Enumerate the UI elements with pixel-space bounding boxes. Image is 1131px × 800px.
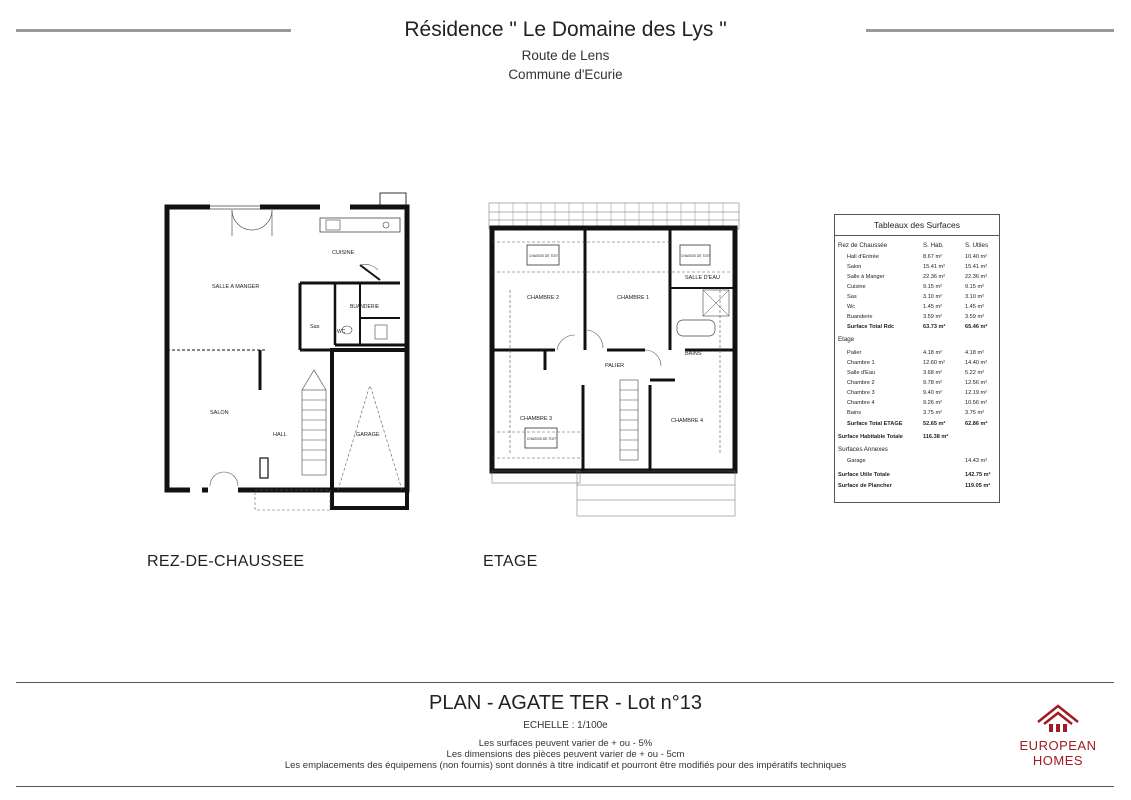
plan-title: PLAN - AGATE TER - Lot n°13 (429, 692, 702, 714)
room-wc: WC (337, 329, 346, 335)
logo-line-2: HOMES (1032, 753, 1084, 768)
etage-total-row: Surface Total ETAGE 52.65 m² 62.86 m² (847, 421, 988, 427)
table-row: Chambre 1 12.60 m² 14.40 m² (847, 360, 988, 366)
room-salon: SALON (210, 410, 229, 416)
surfaces-table-title: Tableaux des Surfaces (835, 215, 999, 236)
ground-floor-label: REZ-DE-CHAUSSEE (147, 553, 305, 570)
upper-floor-label: ETAGE (483, 553, 538, 570)
european-homes-logo (1016, 700, 1100, 776)
table-row: Bains 3.75 m² 3.75 m² (847, 410, 984, 416)
annexes-header-row: Surfaces Annexes (838, 446, 888, 453)
table-row: Cuisine 9.15 m² 9.15 m² (847, 284, 984, 290)
plancher-row: Surface de Plancher 119.05 m² (838, 483, 991, 489)
habitable-total-row: Surface Habitable Totale 116.38 m² (838, 434, 949, 440)
note-equipment: Les emplacements des équipemens (non fournis) sont donnés à titre indicatif et pourront être modifiés pour des impératifs techniques (284, 760, 847, 771)
table-row: Garage 14.43 m² (847, 458, 988, 464)
rdc-label: Rez de Chaussée (838, 242, 888, 249)
upper-floor-plan (485, 200, 745, 520)
table-row: Chambre 2 9.78 m² 12.56 m² (847, 380, 988, 386)
footer-rule-top (16, 682, 1114, 683)
rdc-total-row: Surface Total Rdc 63.73 m² 65.46 m² (847, 324, 988, 330)
room-garage: GARAGE (356, 432, 380, 438)
room-chambre4: CHAMBRE 4 (671, 418, 704, 424)
footer-rule-bottom (16, 786, 1114, 787)
col-util-header: S. Utiles (965, 242, 989, 249)
commune-line: Commune d'Ecurie (508, 67, 623, 82)
room-hall: HALL (273, 432, 287, 438)
address-line: Route de Lens (521, 48, 610, 63)
note-surfaces: Les surfaces peuvent varier de + ou - 5% (478, 738, 653, 749)
table-row: Palier 4.18 m² 4.18 m² (847, 350, 984, 356)
ground-floor-plan (160, 190, 415, 515)
table-row: Hall d'Entrée 8.67 m² 10.40 m² (847, 254, 988, 260)
chassis-label-3: CHASSIS DE TOIT (527, 437, 557, 441)
surfaces-table (834, 214, 1000, 503)
table-row: Chambre 4 9.26 m² 10.56 m² (847, 400, 988, 406)
room-buanderie: BUANDERIE (350, 304, 380, 310)
scale-text: ECHELLE : 1/100e (523, 720, 608, 731)
table-row: Wc 1.45 m² 1.45 m² (847, 304, 984, 310)
table-row: Chambre 3 9.40 m² 12.19 m² (847, 390, 988, 396)
note-dimensions: Les dimensions des pièces peuvent varier de + ou - 5cm (446, 749, 685, 760)
rdc-header-row (835, 242, 999, 250)
room-chambre1: CHAMBRE 1 (617, 295, 650, 301)
room-salle-a-manger: SALLE A MANGER (212, 284, 260, 290)
room-cuisine: CUISINE (332, 250, 355, 256)
page-title: Résidence " Le Domaine des Lys " (404, 18, 727, 41)
room-bains: BAINS (685, 351, 702, 357)
room-palier: PALIER (605, 363, 625, 369)
logo-line-1: EUROPEAN (1019, 738, 1097, 753)
room-salle-deau: SALLE D'EAU (685, 275, 720, 281)
table-row: Buanderie 3.59 m² 3.59 m² (847, 314, 984, 320)
table-row: Salle d'Eau 3.68 m² 5.22 m² (847, 370, 984, 376)
room-chambre3: CHAMBRE 3 (520, 416, 553, 422)
table-row: Salle à Manger 22.36 m² 22.36 m² (847, 274, 988, 280)
room-sas: Sas (310, 324, 320, 330)
etage-header-row: Etage (838, 336, 855, 343)
chassis-label-1: CHASSIS DE TOIT (529, 254, 559, 258)
table-row: Salon 15.41 m² 15.41 m² (847, 264, 988, 270)
col-hab-header: S. Hab. (923, 242, 944, 249)
house-roof-logo-icon (1016, 700, 1100, 736)
utile-total-row: Surface Utile Totale 142.75 m² (838, 472, 991, 478)
table-row: Sas 3.10 m² 3.10 m² (847, 294, 984, 300)
chassis-label-2: CHASSIS DE TOIT (681, 254, 711, 258)
room-chambre2: CHAMBRE 2 (527, 295, 560, 301)
